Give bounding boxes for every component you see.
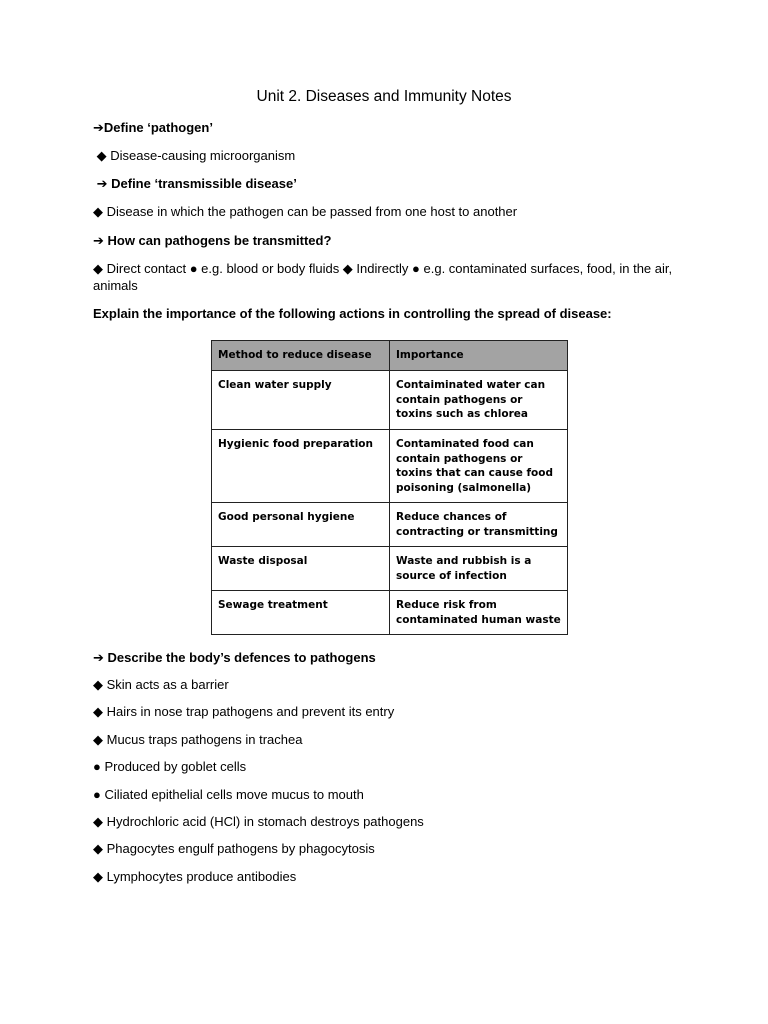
list-item: ◆ Phagocytes engulf pathogens by phagocytosis <box>93 841 375 856</box>
heading-transmission: ➔ How can pathogens be transmitted? <box>93 233 332 248</box>
table-row <box>212 547 568 591</box>
page-title: Unit 2. Diseases and Immunity Notes <box>256 88 512 105</box>
list-item: ◆ Hydrochloric acid (HCl) in stomach destroys pathogens <box>93 814 424 829</box>
method-cell: Sewage treatment <box>212 591 390 635</box>
heading-define-transmissible-disease: ➔ Define ‘transmissible disease’ <box>93 176 297 191</box>
table-row <box>212 503 568 547</box>
importance-cell: Waste and rubbish is a source of infection <box>390 547 568 591</box>
list-item: ◆ Hairs in nose trap pathogens and prevent its entry <box>93 704 395 719</box>
heading-body-defences: ➔ Describe the body’s defences to pathogens <box>93 650 376 665</box>
heading-define-pathogen: ➔Define ‘pathogen’ <box>93 120 213 135</box>
list-item: ● Produced by goblet cells <box>93 759 247 774</box>
method-cell: Good personal hygiene <box>212 503 390 547</box>
method-cell: Waste disposal <box>212 547 390 591</box>
importance-cell: Reduce risk from contaminated human waste <box>390 591 568 635</box>
method-cell: Clean water supply <box>212 371 390 430</box>
answer-pathogen: ◆ Disease-causing microorganism <box>93 148 296 163</box>
list-item: ● Ciliated epithelial cells move mucus to mouth <box>93 787 364 802</box>
table-header-row <box>212 341 568 371</box>
importance-cell: Reduce chances of contracting or transmitting <box>390 503 568 547</box>
table-intro: Explain the importance of the following actions in controlling the spread of disease: <box>93 306 612 321</box>
column-header: Method to reduce disease <box>212 341 390 371</box>
answer-transmission: ◆ Direct contact ● e.g. blood or body fluids ◆ Indirectly ● e.g. contaminated surfaces, food, in the air, animals <box>93 261 673 293</box>
list-item: ◆ Skin acts as a barrier <box>93 677 229 692</box>
column-header: Importance <box>390 341 568 371</box>
importance-cell: Contaiminated water can contain pathogens or toxins such as chlorea <box>390 371 568 430</box>
table-row <box>212 591 568 635</box>
importance-cell: Contaminated food can contain pathogens or toxins that can cause food poisoning (salmonella) <box>390 430 568 503</box>
list-item: ◆ Mucus traps pathogens in trachea <box>93 732 303 747</box>
table-row <box>212 371 568 430</box>
table-row <box>212 430 568 503</box>
answer-transmissible-disease: ◆ Disease in which the pathogen can be passed from one host to another <box>93 204 518 219</box>
disease-control-table <box>211 340 568 635</box>
list-item: ◆ Lymphocytes produce antibodies <box>93 869 297 884</box>
method-cell: Hygienic food preparation <box>212 430 390 503</box>
